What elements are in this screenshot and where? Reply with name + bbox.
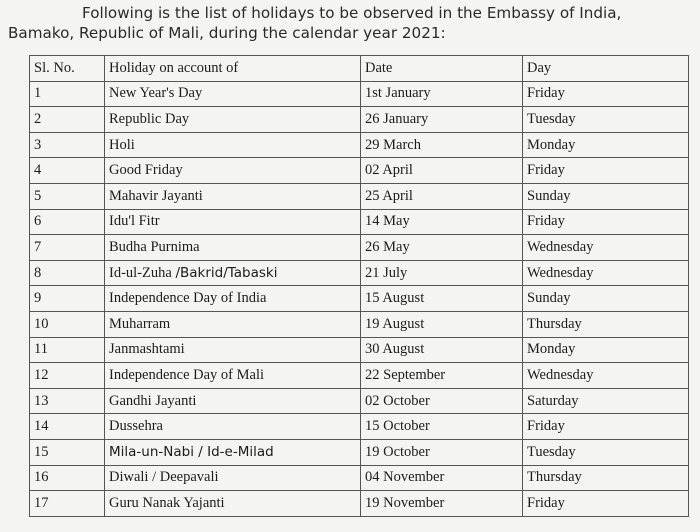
holiday-name: Diwali / Deepavali — [109, 469, 219, 486]
holiday-name: Republic Day — [109, 110, 190, 127]
cell-date: 21 July — [361, 260, 523, 286]
header-sl-no: Sl. No. — [30, 56, 105, 82]
table-row — [30, 158, 689, 184]
cell-day: Friday — [523, 209, 689, 235]
cell-sl-no: 9 — [30, 286, 105, 312]
cell-day: Sunday — [523, 183, 689, 209]
cell-date: 30 August — [361, 337, 523, 363]
intro-line-2: Bamako, Republic of Mali, during the calendar year 2021: — [8, 24, 446, 42]
cell-day: Monday — [523, 132, 689, 158]
holiday-name: Budha Purnima — [109, 238, 200, 255]
holiday-name: Independence Day of Mali — [109, 366, 265, 383]
intro-line-1: Following is the list of holidays to be observed in the Embassy of India, — [82, 4, 622, 22]
table-row — [30, 183, 689, 209]
table-row — [30, 107, 689, 133]
holiday-name: Janmashtami — [109, 341, 185, 358]
holiday-name: Muharram — [109, 315, 171, 332]
cell-sl-no: 8 — [30, 260, 105, 286]
table-row — [30, 81, 689, 107]
cell-date: 25 April — [361, 183, 523, 209]
cell-day: Friday — [523, 158, 689, 184]
holiday-name-suffix: /Bakrid/Tabaski — [175, 264, 278, 281]
table-row — [30, 132, 689, 158]
cell-sl-no: 6 — [30, 209, 105, 235]
cell-sl-no: 11 — [30, 337, 105, 363]
cell-sl-no: 2 — [30, 107, 105, 133]
table-row — [30, 209, 689, 235]
holiday-name: Id-ul-Zuha — [109, 264, 176, 281]
cell-sl-no: 1 — [30, 81, 105, 107]
cell-day: Tuesday — [523, 439, 689, 465]
cell-sl-no: 4 — [30, 158, 105, 184]
cell-sl-no: 7 — [30, 235, 105, 261]
cell-day: Saturday — [523, 388, 689, 414]
cell-holiday — [105, 363, 361, 389]
cell-holiday — [105, 81, 361, 107]
table-row — [30, 363, 689, 389]
cell-date: 22 September — [361, 363, 523, 389]
cell-holiday — [105, 235, 361, 261]
table-row — [30, 260, 689, 286]
cell-day: Thursday — [523, 311, 689, 337]
cell-day: Friday — [523, 81, 689, 107]
table-row — [30, 311, 689, 337]
cell-day: Monday — [523, 337, 689, 363]
holiday-name: Idu'l Fitr — [109, 213, 160, 230]
cell-date: 15 August — [361, 286, 523, 312]
cell-date: 19 October — [361, 439, 523, 465]
cell-holiday — [105, 158, 361, 184]
holiday-table — [29, 55, 689, 517]
cell-day: Friday — [523, 414, 689, 440]
cell-date: 15 October — [361, 414, 523, 440]
cell-holiday — [105, 491, 361, 517]
cell-day: Wednesday — [523, 235, 689, 261]
cell-sl-no: 10 — [30, 311, 105, 337]
table-row — [30, 388, 689, 414]
holiday-name: Mahavir Jayanti — [109, 187, 203, 204]
cell-sl-no: 16 — [30, 465, 105, 491]
holiday-name: Dussehra — [109, 418, 163, 435]
table-row — [30, 439, 689, 465]
table-row — [30, 465, 689, 491]
cell-holiday — [105, 337, 361, 363]
cell-date: 29 March — [361, 132, 523, 158]
cell-date: 14 May — [361, 209, 523, 235]
cell-day: Wednesday — [523, 260, 689, 286]
header-date: Date — [361, 56, 523, 82]
cell-holiday — [105, 414, 361, 440]
cell-date: 19 November — [361, 491, 523, 517]
cell-date: 19 August — [361, 311, 523, 337]
table-row — [30, 414, 689, 440]
holiday-name-suffix: Mila-un-Nabi / Id-e-Milad — [109, 443, 274, 460]
cell-holiday — [105, 183, 361, 209]
holiday-name: Gandhi Jayanti — [109, 392, 197, 409]
cell-holiday — [105, 107, 361, 133]
cell-sl-no: 12 — [30, 363, 105, 389]
cell-sl-no: 14 — [30, 414, 105, 440]
table-header-row — [30, 56, 689, 82]
cell-date: 1st January — [361, 81, 523, 107]
header-day: Day — [523, 56, 689, 82]
cell-holiday — [105, 209, 361, 235]
cell-day: Friday — [523, 491, 689, 517]
cell-holiday — [105, 132, 361, 158]
table-row — [30, 235, 689, 261]
cell-sl-no: 3 — [30, 132, 105, 158]
holiday-name: Holi — [109, 136, 135, 153]
holiday-name: Guru Nanak Yajanti — [109, 494, 225, 511]
cell-holiday — [105, 286, 361, 312]
cell-sl-no: 5 — [30, 183, 105, 209]
cell-sl-no: 17 — [30, 491, 105, 517]
cell-day: Thursday — [523, 465, 689, 491]
cell-day: Tuesday — [523, 107, 689, 133]
holiday-rows — [30, 81, 689, 516]
cell-day: Sunday — [523, 286, 689, 312]
holiday-name: New Year's Day — [109, 85, 203, 102]
cell-holiday — [105, 260, 361, 286]
cell-date: 02 October — [361, 388, 523, 414]
cell-sl-no: 15 — [30, 439, 105, 465]
cell-date: 26 January — [361, 107, 523, 133]
cell-holiday — [105, 311, 361, 337]
cell-holiday — [105, 465, 361, 491]
holiday-name: Good Friday — [109, 162, 183, 179]
intro-text — [8, 3, 698, 43]
table-row — [30, 491, 689, 517]
cell-holiday — [105, 439, 361, 465]
table-row — [30, 286, 689, 312]
cell-date: 04 November — [361, 465, 523, 491]
table-row — [30, 337, 689, 363]
holiday-name: Independence Day of India — [109, 290, 267, 307]
cell-holiday — [105, 388, 361, 414]
cell-day: Wednesday — [523, 363, 689, 389]
cell-date: 02 April — [361, 158, 523, 184]
cell-date: 26 May — [361, 235, 523, 261]
header-holiday: Holiday on account of — [105, 56, 361, 82]
cell-sl-no: 13 — [30, 388, 105, 414]
